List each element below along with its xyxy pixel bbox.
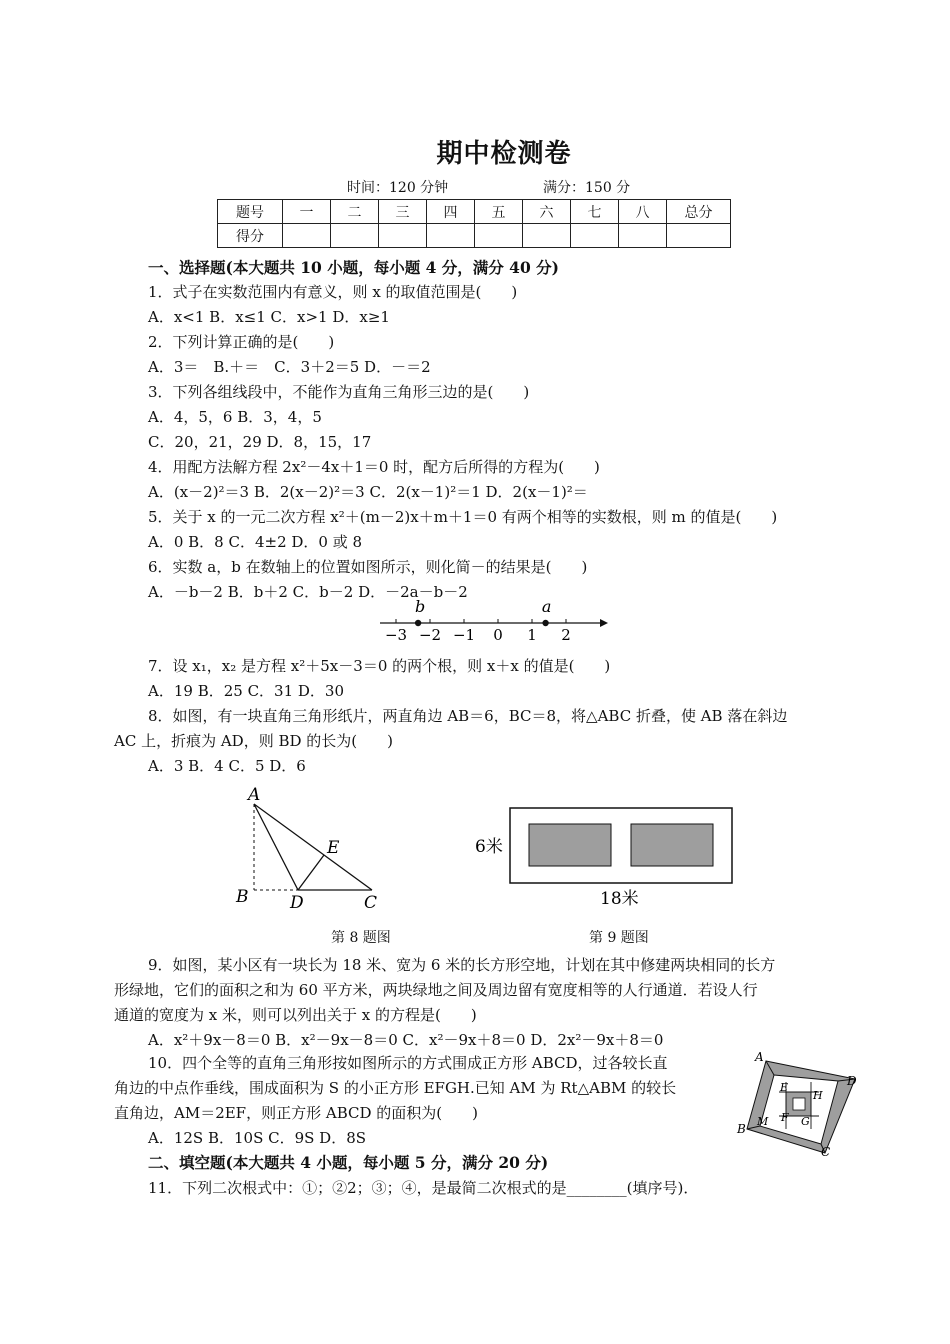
question-8-line-2: AC 上，折痕为 AD，则 BD 的长为( ) (114, 732, 393, 750)
question-10-line-2: 角边的中点作垂线，围成面积为 S 的小正方形 EFGH.已知 AM 为 Rt△ABM 的较长 (114, 1079, 677, 1097)
question-3-options-1: A．4，5，6 B．3，4，5 (148, 408, 322, 426)
label-b: B (236, 887, 249, 907)
question-9-line-1: 9．如图，某小区有一块长为 18 米、宽为 6 米的长方形空地，计划在其中修建两块相同的长方 (148, 956, 776, 974)
label-h: H (813, 1089, 823, 1102)
length-label: 18米 (600, 889, 639, 909)
number-line-tick-label: 1 (527, 626, 537, 644)
question-5-options: A．0 B．8 C．4±2 D．0 或 8 (148, 533, 363, 551)
question-2: 2．下列计算正确的是( ) (148, 333, 335, 351)
label-d: D (290, 893, 304, 913)
segment-ac (254, 804, 372, 890)
header-cell: 八 (619, 200, 667, 224)
number-line-tick-label: −2 (418, 626, 442, 644)
score-cell[interactable] (475, 224, 523, 248)
question-4-options: A．(x－2)²＝3 B．2(x－2)²＝3 C．2(x－1)²＝1 D．2(x－1)²＝ (148, 483, 588, 501)
header-cell: 七 (571, 200, 619, 224)
number-line-tick-label: −1 (452, 626, 476, 644)
score-cell[interactable] (523, 224, 571, 248)
question-7: 7．设 x₁，x₂ 是方程 x²＋5x－3＝0 的两个根，则 x＋x 的值是( ) (148, 657, 611, 675)
score-cell[interactable] (427, 224, 475, 248)
section-heading-fill: 二、填空题(本大题共 4 小题，每小题 5 分，满分 20 分) (148, 1153, 549, 1172)
number-line-arrow (600, 619, 608, 627)
number-line-tick-label: 2 (561, 626, 571, 644)
question-3-options-2: C．20，21，29 D．8，15，17 (148, 433, 372, 451)
question-2-options: A．3＝ B.＋＝ C．3＋2＝5 D．－＝2 (148, 358, 431, 376)
label-m: M (757, 1115, 769, 1128)
width-label: 6米 (475, 837, 503, 857)
green-plot-right (631, 824, 713, 866)
point-a (542, 620, 548, 626)
figure-10 (735, 1047, 865, 1162)
segment-de (298, 855, 324, 890)
exam-time: 时间：120 分钟 (347, 180, 449, 196)
header-cell: 二 (331, 200, 379, 224)
segment-ad (254, 804, 298, 890)
question-10-options: A．12S B．10S C．9S D．8S (148, 1129, 367, 1147)
label-b: B (737, 1122, 746, 1136)
header-cell: 四 (427, 200, 475, 224)
question-7-options: A．19 B．25 C．31 D．30 (148, 682, 345, 700)
label-c: C (364, 893, 378, 913)
point-b (415, 620, 421, 626)
header-cell: 总分 (667, 200, 731, 224)
score-cell[interactable] (619, 224, 667, 248)
question-9-line-3: 通道的宽度为 x 米，则可以列出关于 x 的方程是( ) (114, 1006, 477, 1024)
figure-9 (470, 800, 745, 915)
exam-full-score: 满分：150 分 (543, 180, 631, 196)
green-plot-left (529, 824, 611, 866)
score-cell[interactable] (667, 224, 731, 248)
label-g: G (801, 1115, 810, 1128)
label-d: D (847, 1074, 857, 1088)
question-1-options: A．x<1 B．x≤1 C．x>1 D．x≥1 (148, 308, 390, 326)
label-a: A (248, 785, 261, 805)
score-cell[interactable] (571, 224, 619, 248)
question-1: 1．式子在实数范围内有意义，则 x 的取值范围是( ) (148, 283, 518, 301)
center-square (793, 1098, 805, 1110)
question-8-line-1: 8．如图，有一块直角三角形纸片，两直角边 AB＝6，BC＝8，将△ABC 折叠，使 AB 落在斜边 (148, 707, 788, 725)
number-line-tick-label: −3 (384, 626, 408, 644)
question-8-options: A．3 B．4 C．5 D．6 (148, 757, 306, 775)
label-f: F (781, 1111, 789, 1124)
point-a-label: a (541, 597, 552, 616)
question-6-options: A．－b－2 B．b＋2 C．b－2 D．－2a－b－2 (148, 583, 468, 601)
section-heading-choice: 一、选择题(本大题共 10 小题，每小题 4 分，满分 40 分) (148, 258, 559, 277)
question-11: 11．下列二次根式中：①；②2；③；④，是最简二次根式的是________(填序号)． (148, 1179, 699, 1197)
point-b-label: b (414, 597, 426, 616)
number-line-figure (378, 597, 608, 645)
header-cell: 题号 (218, 200, 283, 224)
header-cell: 三 (379, 200, 427, 224)
figure-9-caption: 第 9 题图 (589, 930, 649, 946)
score-row-label: 得分 (218, 224, 283, 248)
label-e: E (327, 838, 340, 858)
score-cell[interactable] (331, 224, 379, 248)
figure-8 (226, 780, 396, 915)
label-c: C (821, 1145, 831, 1159)
question-3: 3．下列各组线段中，不能作为直角三角形三边的是( ) (148, 383, 530, 401)
question-10-line-3: 直角边，AM＝2EF，则正方形 ABCD 的面积为( ) (114, 1104, 478, 1122)
number-line-tick-label: 0 (493, 626, 503, 644)
score-table-score-row (218, 224, 731, 248)
header-cell: 一 (283, 200, 331, 224)
label-e: E (780, 1081, 789, 1094)
question-9-line-2: 形绿地，它们的面积之和为 60 平方米，两块绿地之间及周边留有宽度相等的人行通道．若设人行 (114, 981, 758, 999)
figure-8-caption: 第 8 题图 (331, 930, 391, 946)
score-cell[interactable] (379, 224, 427, 248)
page-title: 期中检测卷 (436, 139, 572, 169)
question-10-line-1: 10．四个全等的直角三角形按如图所示的方式围成正方形 ABCD，过各较长直 (148, 1054, 668, 1072)
question-5: 5．关于 x 的一元二次方程 x²＋(m－2)x＋m＋1＝0 有两个相等的实数根，则 m 的值是( ) (148, 508, 778, 526)
label-a: A (755, 1050, 764, 1064)
score-table (217, 199, 731, 248)
header-cell: 五 (475, 200, 523, 224)
score-table-header-row (218, 200, 731, 224)
question-6: 6．实数 a，b 在数轴上的位置如图所示，则化简－的结果是( ) (148, 558, 588, 576)
question-4: 4．用配方法解方程 2x²－4x＋1＝0 时，配方后所得的方程为( ) (148, 458, 600, 476)
header-cell: 六 (523, 200, 571, 224)
score-cell[interactable] (283, 224, 331, 248)
question-9-options: A．x²＋9x－8＝0 B．x²－9x－8＝0 C．x²－9x＋8＝0 D．2x²－9x＋8＝0 (148, 1031, 664, 1049)
